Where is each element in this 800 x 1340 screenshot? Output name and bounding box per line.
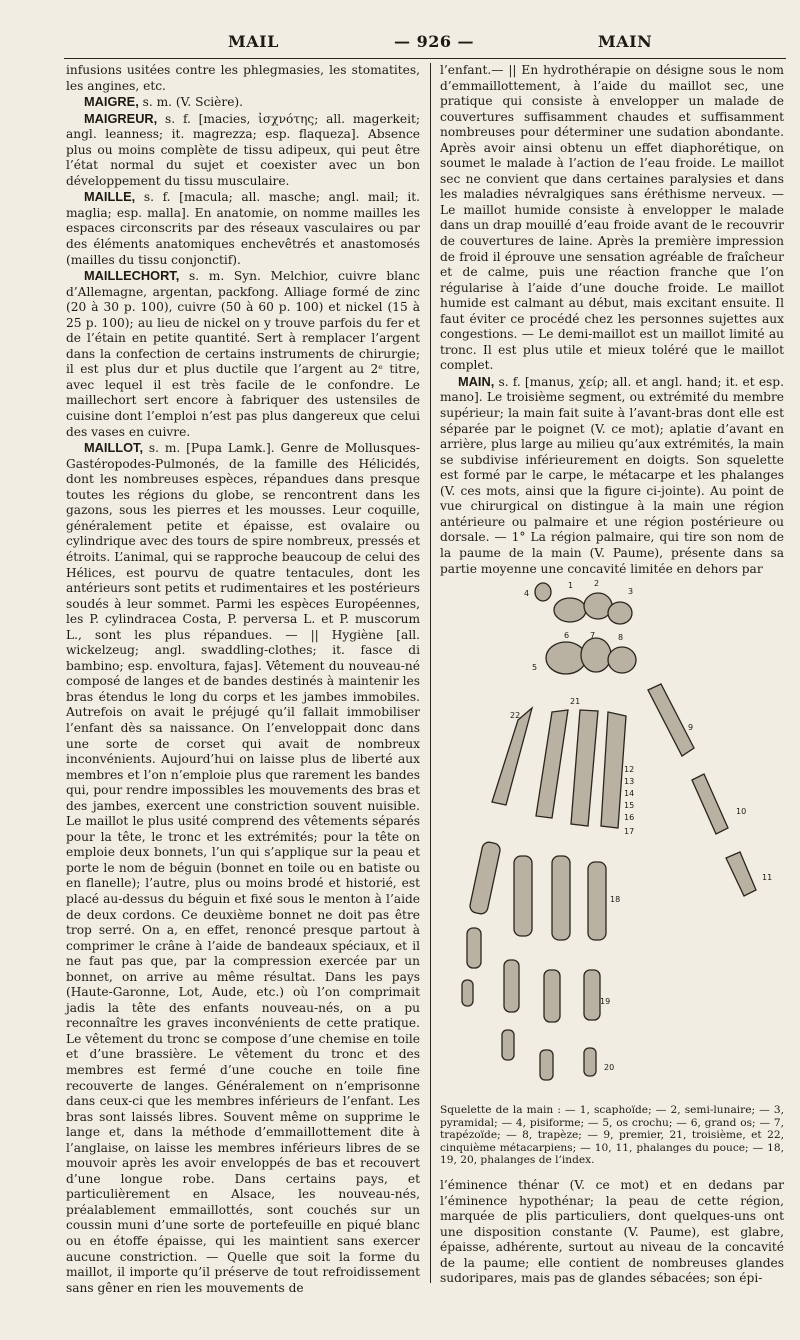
figure-label-4: 4 (524, 589, 530, 598)
column-divider (430, 63, 431, 1283)
right-column-bottom (440, 1178, 784, 1286)
header-rule (64, 58, 786, 59)
figure-label-9: 9 (688, 723, 694, 732)
figure-label-12: 12 (624, 765, 635, 774)
figure-label-22: 22 (510, 711, 521, 720)
entry-continuation (66, 63, 420, 94)
hand-skeleton-figure (440, 580, 784, 1100)
figure-label-6: 6 (564, 631, 570, 640)
figure-label-19: 19 (600, 997, 611, 1006)
entry-text: l’éminence thénar (V. ce mot) et en dedans par l’éminence hypothénar; la peau de cette région, marquée de plis particuliers, dont quelques-uns ont une disposition constante (V. Paume), est glabre, épaisse, adhérente, surtout au niveau de la concavité de la paume; elle contient de nombreuses glandes sudoripares, mais pas de glandes sébacées; son épi- (440, 1178, 784, 1286)
figure-label-13: 13 (624, 777, 635, 786)
entry-text: infusions usitées contre les phlegmasies, les stomatites, les angines, etc. (66, 63, 420, 93)
entry-text: s. f. [manus, χείρ; all. et angl. hand; it. et esp. mano]. Le troisième segment, ou extrémité du membre supérieur; la main fait suite à l’avant-bras dont elle est séparée par le poignet (V. ce mot); aplatie d’avant en arrière, plus large au milieu qu’aux extrémités, la main se subdivise inférieurement en doigts. Son squelette est formé par le carpe, le métacarpe et les phalanges (V. ces mots, ainsi que la figure ci-jointe). Au point de vue chirurgical on distingue à la main une région antérieure ou palmaire et une région postérieure ou dorsale. — 1° La région palmaire, qui tire son nom de la paume de la main (V. Paume), présente dans sa partie moyenne une concavité limitée en dehors par (440, 374, 784, 576)
figure-caption: Squelette de la main : — 1, scaphoïde; — 2, semi-lunaire; — 3, pyramidal; — 4, pisiforme; — 5, os crochu; — 6, grand os; — 7, trapézoïde; — 8, trapèze; — 9, premier, 21, troisième, et 22, cinquième métacarpiens; — 10, 11, phalanges du pouce; — 18, 19, 20, phalanges de l’index. (440, 1104, 784, 1167)
entry-text: l’enfant.— || En hydrothérapie on désigne sous le nom d’emmaillottement, à l’aide du maillot sec, une pratique qui consiste à envelopper un malade de couvertures suffisamment chaudes et suffisamment nombreuses pour déterminer une sudation abondante. Après avoir ainsi obtenu un effet diaphorétique, on soumet le malade à l’action de l’eau froide. Le maillot sec ne convient que dans certaines paralysies et dans les maladies névralgiques sans éréthisme nerveux. — Le maillot humide consiste à envelopper le malade dans un drap mouillé d’eau froide avant de le recouvrir de couvertures de laine. Après la première impression de froid il éprouve une sensation agréable de fraîcheur et de calme, puis une réaction franche que l’on régularise à l’aide d’une douche froide. Le maillot humide est calmant au début, mais excitant ensuite. Il faut éviter ce procédé chez les personnes sujettes aux congestions. — Le demi-maillot est un maillot limité au tronc. Il est plus utile et mieux toléré que le maillot complet. (440, 63, 784, 373)
entry-continuation (440, 1178, 784, 1287)
hand-skeleton-illustration (440, 580, 784, 1100)
header-left-word: MAIL (228, 32, 279, 51)
entry-maigreur (66, 111, 420, 190)
figure-label-20: 20 (604, 1063, 615, 1072)
figure-label-1: 1 (568, 581, 574, 590)
left-column (66, 63, 420, 1295)
figure-label-17: 17 (624, 827, 635, 836)
entry-main (440, 374, 784, 577)
header-right-word: MAIN (598, 32, 653, 51)
figure-label-5: 5 (532, 663, 538, 672)
figure-label-18: 18 (610, 895, 621, 904)
figure-label-7: 7 (590, 631, 596, 640)
entry-maille (66, 189, 420, 268)
figure-label-11: 11 (762, 873, 773, 882)
figure-label-10: 10 (736, 807, 747, 816)
figure-label-14: 14 (624, 789, 635, 798)
right-column-top (440, 63, 784, 579)
figure-label-15: 15 (624, 801, 635, 810)
entry-maigre (66, 94, 420, 111)
headword: MAIN, (458, 373, 495, 389)
figure-label-8: 8 (618, 633, 624, 642)
figure-label-16: 16 (624, 813, 635, 822)
entry-text: s. m. Syn. Melchior, cuivre blanc d’Allemagne, argentan, packfong. Alliage formé de zinc (20 à 30 p. 100), cuivre (50 à 60 p. 100) et nickel (15 à 25 p. 100); au lieu de nickel on y trouve parfois du fer et de l’étain en petite quantité. Sert à remplacer l’argent dans la confection de certains instruments de chirurgie; il est plus dur et plus ductile que l’argent au 2ᵉ titre, avec lequel il est très facile de le confondre. Le maillechort sert encore à fabriquer des ustensiles de cuisine dont l’emploi n’est pas plus dangereux que celui des vases en cuivre. (66, 269, 420, 439)
headword: MAILLOT, (84, 440, 143, 456)
headword: MAILLECHORT, (84, 268, 180, 284)
headword: MAIGRE, (84, 94, 139, 110)
entry-maillechort (66, 268, 420, 440)
entry-text: s. f. [macula; all. masche; angl. mail; it. maglia; esp. malla]. En anatomie, on nomme mailles les espaces circonscrits par des réseaux vasculaires ou par des éléments anatomiques enchevêtrés et anastomosés (mailles du tissu conjonctif). (66, 190, 420, 267)
entry-text: s. m. [Pupa Lamk.]. Genre de Mollusques-Gastéropodes-Pulmonés, de la famille des Hélicidés, dont les nombreuses espèces, répandues dans presque toutes les régions du globe, se rencontrent dans les gazons, sous les pierres et les mousses. Leur coquille, généralement petite et épaisse, est ovalaire ou cylindrique avec des tours de spire nombreux, pressés et étroits. L’animal, qui se rapproche beaucoup de celui des Hélices, est pourvu de quatre tentacules, dont les antérieurs sont petits et rudimentaires et les postérieurs soudés à leur sommet. Parmi les espèces Européennes, les P. cylindracea Costa, P. perversa L. et P. muscorum L., sont les plus répandues. — || Hygiène [all. wickelzeug; angl. swaddling-clothes; it. fasce di bambino; esp. envoltura, fajas]. Vêtement du nouveau-né composé de langes et de bandes destinés à maintenir les bras étendus le long du corps et les jambes immobiles. Autrefois on avait le préjugé qu’il fallait immobiliser l’enfant dès sa naissance. On l’enveloppait donc dans une sorte de corset qui avait de nombreux inconvénients. Aujourd’hui on laisse plus de liberté aux membres et l’on n’emploie plus que rarement les bandes qui, pour rendre impossibles les mouvements des bras et des jambes, exercent une constriction souvent nuisible. Le maillot le plus usité comprend des vêtements séparés pour la tête, le tronc et les extrémités; pour la tête on emploie deux bonnets, l’un qui s’applique sur la peau et porte le nom de béguin (bonnet en toile ou en batiste ou en flanelle); l’autre, plus ou moins brodé et historié, est placé au-dessus du béguin et fixé sous le menton à l’aide de deux cordons. Ce deuxième bonnet ne doit pas être trop serré. On a, en effet, renoncé presque partout à comprimer le crâne à l’aide de bandeaux spéciaux, et il ne faut pas que, par la compression exercée par un bonnet, on arrive au même résultat. Dans les pays (Haute-Garonne, Lot, Aude, etc.) où l’on comprimait jadis la tête des enfants nouveau-nés, on a pu reconnaître les graves inconvénients de cette pratique. Le vêtement du tronc se compose d’une chemise en toile et d’une brassière. Le vêtement du tronc et des membres est fermé d’une couche en toile fine recouverte de langes. Généralement on n’emprisonne dans ceux-ci que les membres inférieurs de l’enfant. Les bras sont laissés libres. Souvent même on supprime le lange et, dans la méthode d’emmaillottement dite à l’anglaise, on laisse les membres inférieurs libres de se mouvoir après les avoir enveloppés de bas et recouvert d’une longue robe. Dans certains pays, et particulièrement en Alsace, les nouveau-nés, préalablement emmaillottés, sont couchés sur un coussin muni d’une sorte de portefeuille en piqué blanc ou en étoffe épaisse, qui les maintient sans exercer aucune constriction. — Quelle que soit la forme du maillot, il importe qu’il préserve de tout refroidissement sans gêner en rien les mouvements de (66, 441, 420, 1295)
running-header (66, 32, 786, 54)
figure-label-2: 2 (594, 579, 600, 588)
page-number: — 926 — (394, 32, 475, 51)
figure-label-3: 3 (628, 587, 634, 596)
entry-continuation (440, 63, 784, 374)
entry-text: s. f. [macies, ἰσχνότης; all. magerkeit; angl. leanness; it. magrezza; esp. flaqueza]. Absence plus ou moins complète de tissu adipeux, qui peut être l’état normal du sujet et coexister avec un bon développement du tissu musculaire. (66, 111, 420, 188)
headword: MAIGREUR, (84, 110, 158, 126)
headword: MAILLE, (84, 189, 136, 205)
figure-label-21: 21 (570, 697, 581, 706)
entry-maillot (66, 440, 420, 1296)
entry-text: s. m. (V. Scière). (138, 95, 244, 110)
